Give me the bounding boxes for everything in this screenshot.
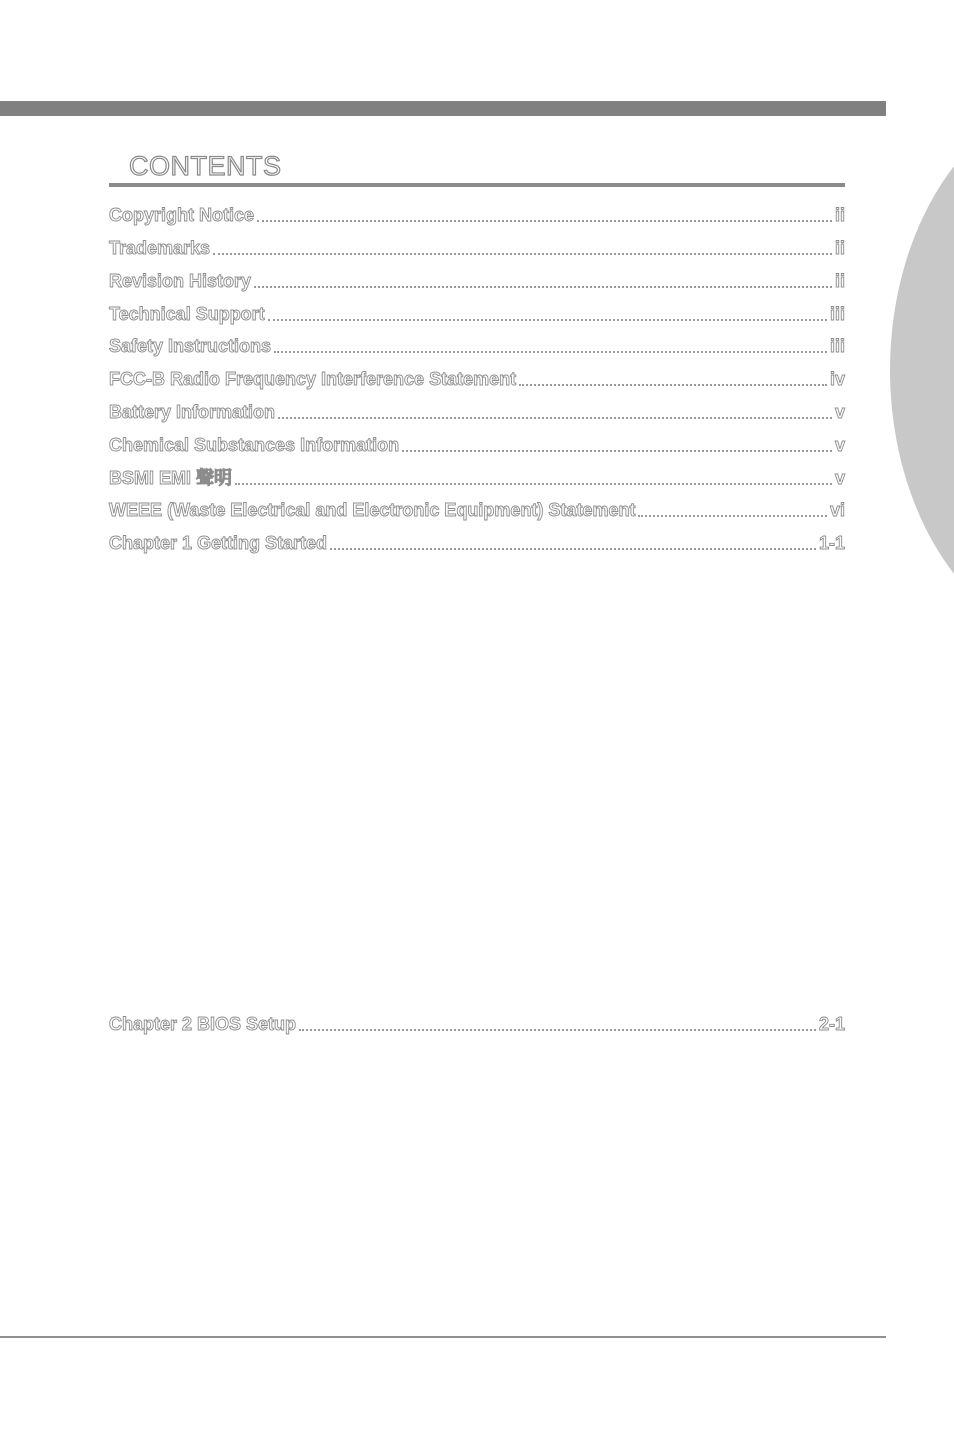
toc-entry-title: WEEE (Waste Electrical and Electronic Equipment) Statement (109, 500, 636, 520)
toc-entry-page: vi (829, 500, 845, 520)
toc-entry-revision-history[interactable] (109, 268, 845, 294)
toc-entry-title: Revision History (109, 271, 252, 291)
toc-entry-title: Chapter 2 BIOS Setup (109, 1014, 297, 1034)
toc-entry-page: ii (834, 238, 845, 258)
toc-entry-page: ii (834, 271, 845, 291)
toc-entry-copyright-notice[interactable] (109, 202, 845, 228)
dot-leader (278, 417, 832, 419)
toc-entry-title: Chemical Substances Information (109, 435, 400, 455)
dot-leader (402, 450, 832, 452)
toc-entry-title: Safety Instructions (109, 336, 272, 356)
dot-leader (257, 220, 832, 222)
dot-leader (274, 351, 827, 353)
toc-entry-chapter-1[interactable] (109, 530, 845, 556)
title-underline (109, 183, 845, 187)
footer-rule (0, 1336, 886, 1338)
toc-entry-page: iii (829, 304, 845, 324)
dot-leader (330, 548, 816, 550)
toc-entry-title: Copyright Notice (109, 205, 255, 225)
toc-entry-page: ii (834, 205, 845, 225)
dot-leader (213, 253, 832, 255)
page-title: CONTENTS (129, 151, 282, 181)
toc-entry-battery-information[interactable] (109, 399, 845, 425)
toc-entry-page: iv (829, 369, 845, 389)
toc-entry-page: v (834, 435, 845, 455)
dot-leader (254, 286, 832, 288)
toc-entry-safety-instructions[interactable] (109, 333, 845, 359)
toc-entry-title: Battery Information (109, 402, 276, 422)
dot-leader (299, 1029, 816, 1031)
toc-entry-page: v (834, 468, 845, 488)
toc-entry-technical-support[interactable] (109, 301, 845, 327)
dot-leader (235, 483, 832, 485)
toc-entry-page: 1-1 (818, 533, 845, 553)
dot-leader (638, 515, 827, 517)
header-bar (0, 101, 886, 116)
toc-entry-page: 2-1 (818, 1014, 845, 1034)
toc-entry-chapter-2[interactable] (109, 1011, 845, 1037)
dot-leader (268, 319, 827, 321)
toc-entry-bsmi-emi[interactable] (109, 465, 845, 491)
dot-leader (519, 384, 827, 386)
toc-entry-title: Chapter 1 Getting Started (109, 533, 328, 553)
toc-entry-title: BSMI EMI 聲明 (109, 468, 233, 488)
toc-entry-title: FCC-B Radio Frequency Interference Statement (109, 369, 517, 389)
toc-entry-trademarks[interactable] (109, 235, 845, 261)
toc-entry-chemical-substances[interactable] (109, 432, 845, 458)
toc-entry-page: iii (829, 336, 845, 356)
toc-entry-title: Technical Support (109, 304, 265, 324)
toc-entry-weee-statement[interactable] (109, 497, 845, 523)
toc-entry-page: v (834, 402, 845, 422)
toc-entry-title: Trademarks (109, 238, 211, 258)
toc-entry-fcc-statement[interactable] (109, 366, 845, 392)
side-tab (890, 92, 954, 648)
